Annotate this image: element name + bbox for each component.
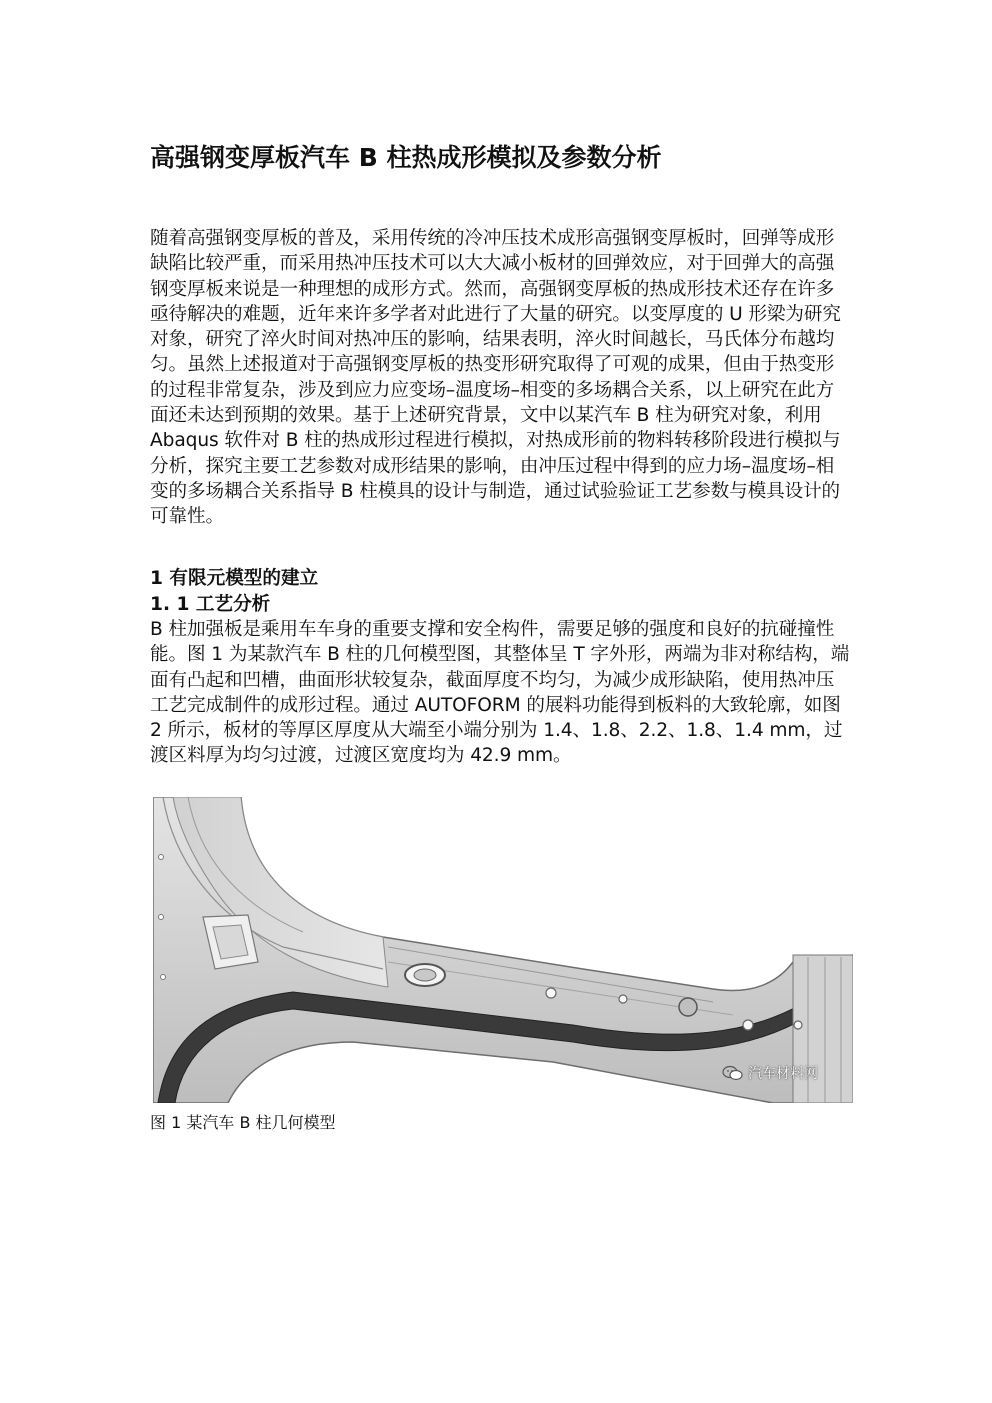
round-hole	[619, 995, 627, 1003]
round-hole	[794, 1021, 802, 1029]
page-title: 高强钢变厚板汽车 B 柱热成形模拟及参数分析	[150, 143, 662, 172]
b-pillar-model-image	[153, 797, 853, 1103]
intro-paragraph: 随着高强钢变厚板的普及，采用传统的冷冲压技术成形高强钢变厚板时，回弹等成形缺陷比较严重，而采用热冲压技术可以大大减小板材的回弹效应，对于回弹大的高强钢变厚板来说是一种理想的成形方式。然而，高强钢变厚板的热成形技术还存在许多亟待解决的难题，近年来许多学者对此进行了大量的研究。以变厚度的 U 形梁为研究对象，研究了淬火时间对热冲压的影响，结果表明，淬火时间越长，马氏体分布越均匀。虽然上述报道对于高强钢变厚板的热变形研究取得了可观的成果，但由于热变形的过程非常复杂，涉及到应力应变场–温度场–相变的多场耦合关系，以上研究在此方面还未达到预期的效果。基于上述研究背景，文中以某汽车 B 柱为研究对象，利用 Abaqus 软件对 B 柱的热成形过程进行模拟，对热成形前的物料转移阶段进行模拟与分析，探究主要工艺参数对成形结果的影响，由冲压过程中得到的应力场–温度场–相变的多场耦合关系指导 B 柱模具的设计与制造，通过试验验证工艺参数与模具设计的可靠性。	[150, 228, 841, 528]
watermark	[722, 1063, 818, 1083]
process-analysis-paragraph: B 柱加强板是乘用车车身的重要支撑和安全构件，需要足够的强度和良好的抗碰撞性能。图 1 为某款汽车 B 柱的几何模型图，其整体呈 T 字外形，两端为非对称结构，端面有凸起和凹槽，曲面形状较复杂，截面厚度不均匀，为减少成形缺陷，使用热冲压工艺完成制件的成形过程。通过 AUTOFORM 的展料功能得到板料的大致轮廓，如图 2 所示，板材的等厚区厚度从大端至小端分别为 1.4、1.8、2.2、1.8、1.4 mm，过渡区料厚为均匀过渡，过渡区宽度均为 42.9 mm。	[150, 619, 850, 767]
mount-boss	[679, 998, 697, 1016]
b-pillar-figure	[153, 797, 853, 1103]
figure-caption: 图 1 某汽车 B 柱几何模型	[150, 1113, 336, 1132]
wechat-icon	[722, 1065, 744, 1081]
subsection-heading: 1. 1 工艺分析	[150, 594, 271, 615]
round-hole	[743, 1020, 753, 1030]
panel-body	[153, 797, 853, 1103]
watermark-text: 汽车材料网	[748, 1066, 818, 1082]
round-hole	[546, 988, 556, 998]
section-heading: 1 有限元模型的建立	[150, 568, 319, 589]
